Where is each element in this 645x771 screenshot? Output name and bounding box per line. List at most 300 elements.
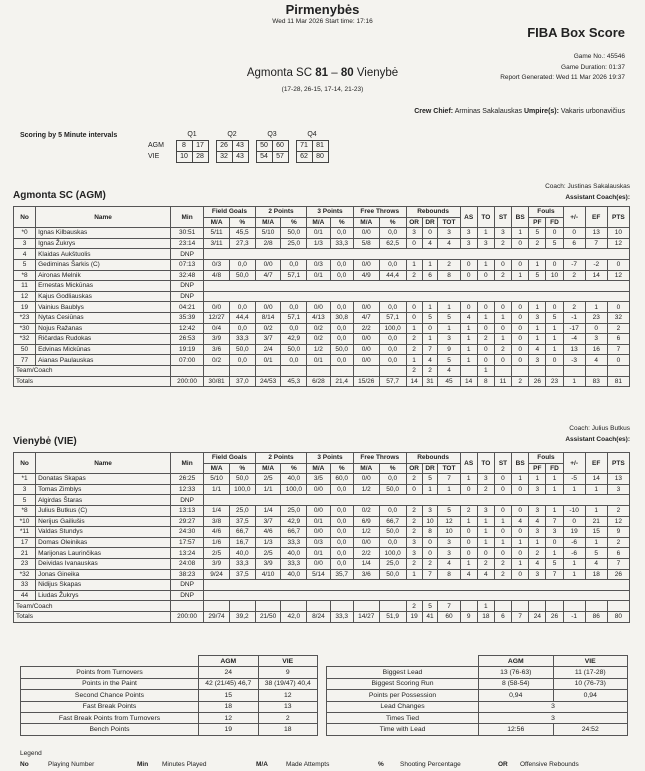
stat-cell: 3 — [438, 537, 460, 548]
stat-cell: 2 — [422, 365, 438, 376]
quarter-score-cell: 81 — [312, 140, 328, 151]
stat-cell: 0 — [494, 355, 511, 366]
stat-cell: 0,0 — [281, 323, 307, 334]
quarter-score-cell: 80 — [312, 151, 328, 162]
stats-value-agm: 13 (76-63) — [479, 667, 554, 678]
player-min: DNP — [171, 281, 204, 292]
stat-cell: 4 — [477, 569, 494, 580]
stat-cell: -1 — [563, 312, 585, 323]
stat-cell: 1/2 — [353, 527, 379, 538]
header-ef: EF — [585, 207, 607, 228]
q2-head: Q2 — [227, 130, 237, 138]
stat-cell: 3 — [529, 527, 546, 538]
stat-cell: 0 — [546, 355, 563, 366]
stat-cell: 32 — [607, 312, 629, 323]
stat-cell: 12 — [438, 516, 460, 527]
stat-cell: 0/4 — [204, 323, 230, 334]
player-name: Aianas Paulauskas — [36, 355, 171, 366]
stat-cell: 80 — [607, 611, 629, 622]
stat-cell: 1 — [494, 334, 511, 345]
stat-cell: 1 — [512, 474, 529, 485]
stat-cell: 3 — [529, 312, 546, 323]
stat-cell: 66,7 — [229, 527, 255, 538]
stat-cell: 0 — [494, 323, 511, 334]
stat-cell: 50,0 — [330, 344, 353, 355]
stat-cell: 2 — [406, 527, 422, 538]
stat-cell: 21/50 — [255, 611, 281, 622]
legend-item: Offensive Rebounds — [520, 761, 579, 768]
stat-cell: 26:25 — [171, 474, 204, 485]
stat-cell: 2 — [494, 238, 511, 249]
stat-cell: 0 — [477, 323, 494, 334]
subheader-pct: % — [330, 463, 353, 474]
player-name: Gediminas Šarkis (C) — [36, 259, 171, 270]
stat-cell: 4/7 — [353, 312, 379, 323]
stat-cell — [353, 365, 379, 376]
away-team-name: Vienybė — [356, 67, 399, 79]
subheader-pf: PF — [529, 217, 546, 228]
player-name: Klaidas Aukštuolis — [36, 249, 171, 260]
stat-cell: 2/5 — [255, 548, 281, 559]
player-number: *0 — [14, 228, 36, 239]
stat-cell: 12:33 — [171, 484, 204, 495]
stat-cell: 0,0 — [379, 302, 406, 313]
stat-cell: 66,7 — [281, 527, 307, 538]
stat-cell: 30/81 — [204, 376, 230, 387]
stat-cell: 4/6 — [204, 527, 230, 538]
stat-cell: 1 — [477, 228, 494, 239]
stat-cell: 2 — [460, 505, 477, 516]
player-name: Tomas Zimblys — [36, 484, 171, 495]
player-min: DNP — [171, 291, 204, 302]
box-score-table-away — [13, 452, 630, 623]
stat-cell: 3 — [406, 228, 422, 239]
stat-cell: 33,3 — [229, 558, 255, 569]
stat-cell — [546, 601, 563, 612]
stat-cell: -1 — [563, 611, 585, 622]
stat-cell: 7 — [438, 474, 460, 485]
player-number: 5 — [14, 495, 36, 506]
stat-cell: 5 — [585, 548, 607, 559]
stats-row — [21, 724, 318, 735]
stat-cell: 1 — [585, 537, 607, 548]
stat-cell: 0,0 — [379, 537, 406, 548]
stat-cell: 0/1 — [255, 355, 281, 366]
stat-cell: -5 — [563, 474, 585, 485]
subheader-ma: M/A — [255, 463, 281, 474]
header-bs: BS — [512, 453, 529, 474]
stat-cell: 50,0 — [229, 270, 255, 281]
stat-cell: 9 — [460, 611, 477, 622]
legend-item: Made Attempts — [286, 761, 330, 768]
stat-cell: 51,9 — [379, 611, 406, 622]
player-row — [14, 558, 630, 569]
stat-cell: 29/74 — [204, 611, 230, 622]
stat-cell — [512, 601, 529, 612]
stats-head-vie: VIE — [258, 656, 318, 667]
stats-head-vie: VIE — [553, 656, 628, 667]
player-row — [14, 291, 630, 302]
stat-cell: 38:23 — [171, 569, 204, 580]
stat-cell: 19:19 — [171, 344, 204, 355]
stat-cell: 2 — [406, 505, 422, 516]
stat-cell: 7 — [438, 601, 460, 612]
quarter-score-cell: 17 — [192, 140, 208, 151]
stat-cell: 200:00 — [171, 376, 204, 387]
subheader-pct: % — [229, 217, 255, 228]
stat-cell: 2 — [494, 270, 511, 281]
stat-cell: 4 — [529, 344, 546, 355]
stat-cell: 0 — [460, 548, 477, 559]
stats-label: Bench Points — [21, 724, 199, 735]
stat-cell: 3 — [529, 505, 546, 516]
stat-cell: 10 — [438, 527, 460, 538]
stat-cell: 14/27 — [353, 611, 379, 622]
stat-cell: 1 — [438, 323, 460, 334]
stats-header-row — [21, 656, 318, 667]
stat-cell: 40,0 — [281, 569, 307, 580]
header-fouls: Fouls — [529, 453, 563, 464]
stat-cell: 44,4 — [229, 312, 255, 323]
header-ft: Free Throws — [353, 453, 406, 464]
player-row — [14, 334, 630, 345]
subheader-ma: M/A — [204, 217, 230, 228]
stat-cell: 3 — [438, 334, 460, 345]
header-p2: 2 Points — [255, 207, 307, 218]
stat-cell: 2 — [563, 270, 585, 281]
stat-cell: 5 — [422, 312, 438, 323]
player-row — [14, 249, 630, 260]
quarter-score-cell: 28 — [192, 151, 208, 162]
home-score: 81 — [315, 67, 329, 79]
stat-cell: 40,0 — [281, 474, 307, 485]
stat-cell — [229, 365, 255, 376]
totals-row — [14, 611, 630, 622]
stat-cell: 3 — [546, 527, 563, 538]
stat-cell: 86 — [585, 611, 607, 622]
stat-cell: 0/0 — [204, 302, 230, 313]
header-name: Name — [36, 453, 171, 474]
stat-cell: 4 — [529, 516, 546, 527]
stat-cell: 2 — [406, 334, 422, 345]
stat-cell: 0 — [477, 270, 494, 281]
stat-cell: 0/0 — [307, 484, 330, 495]
subheader-ma: M/A — [307, 217, 330, 228]
fiba-box-score-title: FIBA Box Score — [527, 25, 625, 40]
stat-cell: -2 — [585, 259, 607, 270]
stat-cell: 6 — [607, 548, 629, 559]
stat-cell: 0 — [477, 355, 494, 366]
stat-cell: 33,3 — [330, 238, 353, 249]
stat-cell: 3/5 — [307, 474, 330, 485]
stat-cell: 26 — [607, 569, 629, 580]
stats-value-vie: 0,94 — [553, 690, 628, 701]
stat-cell — [330, 365, 353, 376]
stat-cell — [585, 601, 607, 612]
stat-cell: 2 — [494, 344, 511, 355]
stat-cell: 0 — [422, 323, 438, 334]
stat-cell: 0,0 — [379, 355, 406, 366]
player-name: Ernestas Mickūnas — [36, 281, 171, 292]
stat-cell: 5/10 — [255, 228, 281, 239]
stat-cell: 41 — [422, 611, 438, 622]
game-duration: Game Duration: 01:37 — [561, 63, 625, 71]
stat-cell: 0/0 — [307, 558, 330, 569]
stat-cell: 2 — [607, 537, 629, 548]
stats-value-agm: 19 — [199, 724, 259, 735]
stat-cell — [546, 365, 563, 376]
stat-cell: 26 — [529, 376, 546, 387]
player-name: Vainius Baublys — [36, 302, 171, 313]
stat-cell: 0 — [494, 548, 511, 559]
stat-cell — [460, 365, 477, 376]
player-number: *11 — [14, 527, 36, 538]
stat-cell: 6 — [422, 270, 438, 281]
stat-cell: 2 — [563, 302, 585, 313]
stat-cell: 13:13 — [171, 505, 204, 516]
subheader-ma: M/A — [353, 463, 379, 474]
stat-cell: 1 — [477, 537, 494, 548]
stats-value-vie: 9 — [258, 667, 318, 678]
stat-cell: 4/10 — [255, 569, 281, 580]
header-as: AS — [460, 453, 477, 474]
stat-cell: 0 — [494, 259, 511, 270]
stat-cell: 0/1 — [307, 228, 330, 239]
stat-cell: 0/3 — [307, 537, 330, 548]
stats-value-agm: 0,94 — [479, 690, 554, 701]
stat-cell: 0 — [406, 312, 422, 323]
stat-cell: 1 — [512, 558, 529, 569]
totals-label: Totals — [14, 376, 171, 387]
stat-cell — [353, 601, 379, 612]
player-row — [14, 281, 630, 292]
stat-cell: 42,9 — [281, 334, 307, 345]
umpire-label: Umpire(s): — [523, 108, 559, 115]
stat-cell: 0 — [494, 484, 511, 495]
player-name: Deividas Ivanauskas — [36, 558, 171, 569]
stat-cell: 0,0 — [229, 302, 255, 313]
stat-cell: 50,0 — [379, 527, 406, 538]
date-line: Wed 11 Mar 2026 Start time: 17:16 — [272, 18, 373, 25]
stats-row — [327, 690, 628, 701]
stat-cell: 4/8 — [204, 270, 230, 281]
stat-cell: 1 — [546, 323, 563, 334]
quarter-row — [148, 140, 328, 151]
player-name: Julius Butkus (C) — [36, 505, 171, 516]
stat-cell: 60 — [438, 611, 460, 622]
stat-cell: 0/0 — [255, 259, 281, 270]
stat-cell: 16 — [585, 344, 607, 355]
stat-cell — [229, 601, 255, 612]
stat-cell: 0 — [494, 302, 511, 313]
stat-cell: 8/14 — [255, 312, 281, 323]
stat-cell: 45 — [438, 376, 460, 387]
stat-cell — [379, 601, 406, 612]
stat-cell: 1/4 — [255, 505, 281, 516]
stat-cell: 0,0 — [229, 259, 255, 270]
stat-cell: 0 — [585, 323, 607, 334]
stat-cell: 0/0 — [353, 474, 379, 485]
stat-cell: 3 — [406, 537, 422, 548]
stats-value-agm: 12 — [199, 712, 259, 723]
legend-title: Legend — [20, 750, 42, 757]
stat-cell: 0 — [512, 238, 529, 249]
player-name: Aironas Melnik — [36, 270, 171, 281]
stat-cell: 14 — [585, 474, 607, 485]
stats-value-agm: 18 — [199, 701, 259, 712]
q3-head: Q3 — [267, 130, 277, 138]
stat-cell: 1 — [585, 505, 607, 516]
player-name: Domas Oleinikas — [36, 537, 171, 548]
stat-cell: 6 — [494, 611, 511, 622]
header-p2: 2 Points — [255, 453, 307, 464]
header-pts: PTS — [607, 207, 629, 228]
stat-cell — [204, 365, 230, 376]
stat-cell: 0,0 — [379, 505, 406, 516]
stat-cell: 2 — [477, 334, 494, 345]
player-number: *30 — [14, 323, 36, 334]
stat-cell: 0 — [422, 537, 438, 548]
stat-cell: 4 — [512, 516, 529, 527]
stat-cell: 2/5 — [255, 474, 281, 485]
stat-cell — [171, 365, 204, 376]
stat-cell: 0/0 — [353, 344, 379, 355]
player-min: DNP — [171, 249, 204, 260]
stat-cell: 2 — [406, 601, 422, 612]
match-score-line — [0, 67, 645, 79]
stats-value-agm: 12:56 — [479, 724, 554, 735]
stat-cell: 1 — [529, 259, 546, 270]
stat-cell: 5 — [546, 312, 563, 323]
header-ef: EF — [585, 453, 607, 474]
stat-cell: 1 — [460, 323, 477, 334]
player-row — [14, 495, 630, 506]
player-row — [14, 484, 630, 495]
stat-cell: 81 — [607, 376, 629, 387]
stat-cell: 200:00 — [171, 611, 204, 622]
player-row — [14, 323, 630, 334]
stat-cell: 0/0 — [255, 302, 281, 313]
header-as: AS — [460, 207, 477, 228]
player-row — [14, 527, 630, 538]
stat-cell: 1 — [546, 334, 563, 345]
stats-head-agm: AGM — [479, 656, 554, 667]
stat-cell: 0/0 — [353, 228, 379, 239]
stat-cell: 3 — [438, 548, 460, 559]
stat-cell: 0/0 — [353, 259, 379, 270]
stat-cell: 0,0 — [281, 302, 307, 313]
stat-cell: 07:00 — [171, 355, 204, 366]
stat-cell: 1 — [460, 474, 477, 485]
stats-row — [327, 724, 628, 735]
subheader-fd: FD — [546, 217, 563, 228]
stat-cell: 1 — [406, 569, 422, 580]
header-pts: PTS — [607, 453, 629, 474]
stat-cell: 57,7 — [379, 376, 406, 387]
box-score-table-home — [13, 206, 630, 387]
stat-cell: 6/28 — [307, 376, 330, 387]
stat-cell — [607, 601, 629, 612]
player-number: 50 — [14, 344, 36, 355]
stat-cell: 8 — [438, 270, 460, 281]
stat-cell: 14 — [585, 270, 607, 281]
stat-cell: 0 — [460, 537, 477, 548]
header-name: Name — [36, 207, 171, 228]
stat-cell: 16,7 — [229, 537, 255, 548]
stat-cell: 100,0 — [229, 484, 255, 495]
stat-cell: 2/2 — [353, 323, 379, 334]
stat-cell: 5/10 — [204, 474, 230, 485]
stats-head-agm: AGM — [199, 656, 259, 667]
stat-cell: 39,2 — [229, 611, 255, 622]
stats-label: Points per Possession — [327, 690, 479, 701]
stat-cell: 29:27 — [171, 516, 204, 527]
stat-cell: 1/2 — [307, 344, 330, 355]
stat-cell: 3 — [529, 569, 546, 580]
stat-cell: 1 — [585, 484, 607, 495]
stat-cell: 5 — [529, 270, 546, 281]
stat-cell: 4 — [438, 365, 460, 376]
legend-item: No — [20, 761, 29, 768]
stat-cell: 0,0 — [229, 323, 255, 334]
stat-cell: 2 — [477, 558, 494, 569]
stat-cell: 23 — [585, 312, 607, 323]
stats-label: Lead Changes — [327, 701, 479, 712]
stat-cell: 14 — [460, 376, 477, 387]
stat-cell: 1 — [529, 302, 546, 313]
stat-cell: 5 — [422, 601, 438, 612]
stat-cell: 1 — [422, 302, 438, 313]
header-to: TO — [477, 453, 494, 474]
stat-cell: 1 — [460, 344, 477, 355]
player-row — [14, 238, 630, 249]
header-st: ST — [494, 207, 511, 228]
stat-cell: 3/8 — [204, 516, 230, 527]
stat-cell: 1 — [494, 516, 511, 527]
stat-cell: 1 — [460, 558, 477, 569]
stat-cell: 42,9 — [281, 516, 307, 527]
stat-cell: 0/3 — [204, 259, 230, 270]
stat-cell: 0 — [512, 312, 529, 323]
stat-cell: 3 — [585, 334, 607, 345]
coach-away: Coach: Julius Butkus — [569, 425, 630, 432]
stat-cell: 1/1 — [204, 484, 230, 495]
stat-cell: 3 — [494, 228, 511, 239]
subheader-pct: % — [281, 217, 307, 228]
player-number: 4 — [14, 249, 36, 260]
stat-cell: 50,0 — [379, 484, 406, 495]
stat-cell — [494, 365, 511, 376]
stat-cell: 60,0 — [330, 474, 353, 485]
stat-cell: 0 — [563, 228, 585, 239]
stat-cell: 7 — [546, 516, 563, 527]
box-header-row — [14, 453, 630, 464]
period-scores: (17-28, 26-15, 17-14, 21-23) — [281, 86, 364, 93]
stat-cell: 5 — [438, 355, 460, 366]
totals-label: Totals — [14, 611, 171, 622]
stat-cell — [281, 601, 307, 612]
stat-cell: 0 — [477, 302, 494, 313]
stat-cell: 1 — [529, 334, 546, 345]
stat-cell: 0 — [512, 569, 529, 580]
stat-cell: 1/6 — [204, 537, 230, 548]
stats-label: Points in the Paint — [21, 678, 199, 689]
stat-cell: 2 — [422, 558, 438, 569]
stat-cell: 0 — [512, 302, 529, 313]
coach-block-away — [565, 423, 630, 445]
stat-cell: 33,3 — [281, 537, 307, 548]
team-coach-row — [14, 601, 630, 612]
